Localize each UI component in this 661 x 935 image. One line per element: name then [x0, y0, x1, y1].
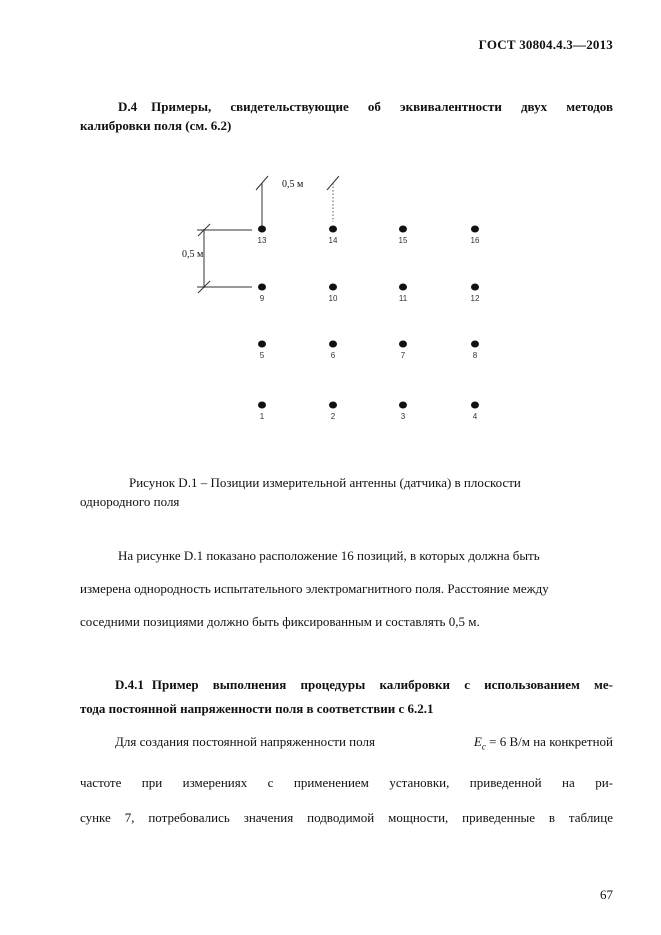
- position-label-6: 6: [330, 351, 336, 360]
- document-header: ГОСТ 30804.4.3—2013: [478, 37, 613, 52]
- subsection-title-line2: тода постоянной напряженности поля в соответствии с 6.2.1: [80, 701, 434, 716]
- subsection-heading: [80, 673, 613, 721]
- position-label-15: 15: [398, 236, 408, 245]
- position-label-5: 5: [259, 351, 265, 360]
- paragraph-1-line3: соседними позициями должно быть фиксированным и составлять 0,5 м.: [80, 614, 480, 629]
- figure-caption: [80, 473, 613, 511]
- position-point-4: [471, 402, 479, 409]
- position-label-1: 1: [259, 412, 265, 421]
- position-point-10: [329, 284, 337, 291]
- position-label-11: 11: [398, 294, 408, 303]
- section-title-line2: калибровки поля (см. 6.2): [80, 118, 232, 133]
- caption-line2: однородного поля: [80, 494, 180, 509]
- position-point-12: [471, 284, 479, 291]
- position-label-3: 3: [400, 412, 406, 421]
- position-point-16: [471, 226, 479, 233]
- position-point-14: [329, 226, 337, 233]
- section-title-line1: Примеры, свидетельствующие об эквивалентности двух методов: [151, 99, 613, 114]
- position-point-6: [329, 341, 337, 348]
- spacing-label-top: 0,5 м: [282, 179, 304, 190]
- page-number: 67: [600, 887, 613, 902]
- position-label-8: 8: [472, 351, 478, 360]
- paragraph-2-line1: [80, 724, 613, 765]
- spacing-label-left: 0,5 м: [182, 249, 204, 260]
- position-point-7: [399, 341, 407, 348]
- position-point-15: [399, 226, 407, 233]
- paragraph-2-line1-end: = 6 В/м на конкретной: [489, 734, 613, 749]
- position-point-11: [399, 284, 407, 291]
- caption-line1: Рисунок D.1 – Позиции измерительной антенны (датчика) в плоскости: [129, 475, 521, 490]
- paragraph-1-line2: измерена однородность испытательного электромагнитного поля. Расстояние между: [80, 581, 549, 596]
- position-label-16: 16: [470, 236, 480, 245]
- position-label-13: 13: [257, 236, 267, 245]
- paragraph-2-line2: частоте при измерениях с применением установки, приведенной на ри-: [80, 774, 613, 790]
- position-label-12: 12: [470, 294, 480, 303]
- position-point-1: [258, 402, 266, 409]
- position-label-9: 9: [259, 294, 265, 303]
- paragraph-2: [80, 724, 613, 835]
- position-point-8: [471, 341, 479, 348]
- position-point-5: [258, 341, 266, 348]
- position-label-10: 10: [328, 294, 338, 303]
- position-points: [258, 226, 480, 422]
- position-point-9: [258, 284, 266, 291]
- paragraph-1: [80, 539, 613, 638]
- subsection-title-line1: Пример выполнения процедуры калибровки с использованием ме-: [151, 677, 613, 692]
- position-point-13: [258, 226, 266, 233]
- position-label-2: 2: [330, 412, 336, 421]
- position-label-14: 14: [328, 236, 338, 245]
- field-strength-expression: [474, 724, 613, 765]
- field-strength-subscript: c: [481, 741, 486, 752]
- field-strength-symbol: E: [473, 734, 482, 749]
- position-label-4: 4: [472, 412, 478, 421]
- paragraph-2-line3: сунке 7, потребовались значения подводимой мощности, приведенные в таблице: [80, 809, 613, 825]
- paragraph-1-line1: На рисунке D.1 показано расположение 16 позиций, в которых должна быть: [118, 548, 540, 563]
- position-point-2: [329, 402, 337, 409]
- paragraph-2-line1-start: Для создания постоянной напряженности поля: [115, 734, 375, 749]
- position-point-3: [399, 402, 407, 409]
- position-label-7: 7: [400, 351, 406, 360]
- section-number: D.4: [118, 99, 138, 114]
- section-heading: [80, 97, 613, 135]
- positions-grid-diagram: [170, 170, 510, 430]
- subsection-number: D.4.1: [115, 677, 144, 692]
- figure-antenna-positions: [170, 170, 510, 430]
